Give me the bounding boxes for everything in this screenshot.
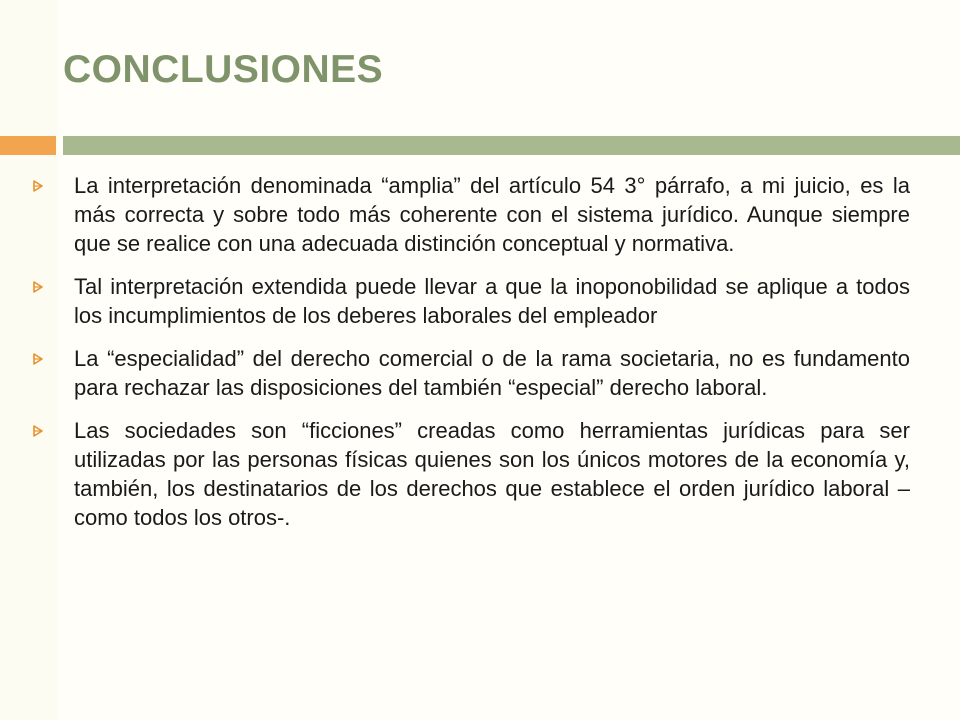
bullet-text: Las sociedades son “ficciones” creadas como herramientas jurídicas para ser utilizadas por las personas físicas quienes son los únicos motores de la economía y, también, los destinatarios de los derechos que establece el orden jurídico laboral –como todos los otros-. xyxy=(74,418,910,530)
bullet-text: La “especialidad” del derecho comercial o de la rama societaria, no es fundamento para rechazar las disposiciones del también “especial” derecho laboral. xyxy=(74,346,910,400)
bullet-text: Tal interpretación extendida puede llevar a que la inoponobilidad se aplique a todos los incumplimientos de los deberes laborales del empleador xyxy=(74,274,910,328)
conclusions-list xyxy=(32,171,910,532)
bullet-item xyxy=(32,171,910,258)
slide-title: CONCLUSIONES xyxy=(63,48,384,91)
arrow-bullet-icon xyxy=(32,353,44,365)
title-rule xyxy=(63,136,960,155)
bullet-item xyxy=(32,416,910,532)
arrow-bullet-icon xyxy=(32,425,44,437)
bullet-text: La interpretación denominada “amplia” del artículo 54 3° párrafo, a mi juicio, es la más correcta y sobre todo más coherente con el sistema jurídico. Aunque siempre que se realice con una adecuada distinción conceptual y normativa. xyxy=(74,173,910,256)
arrow-bullet-icon xyxy=(32,180,44,192)
bullet-item xyxy=(32,344,910,402)
bullet-item xyxy=(32,272,910,330)
arrow-bullet-icon xyxy=(32,281,44,293)
title-rule-accent xyxy=(0,136,56,155)
